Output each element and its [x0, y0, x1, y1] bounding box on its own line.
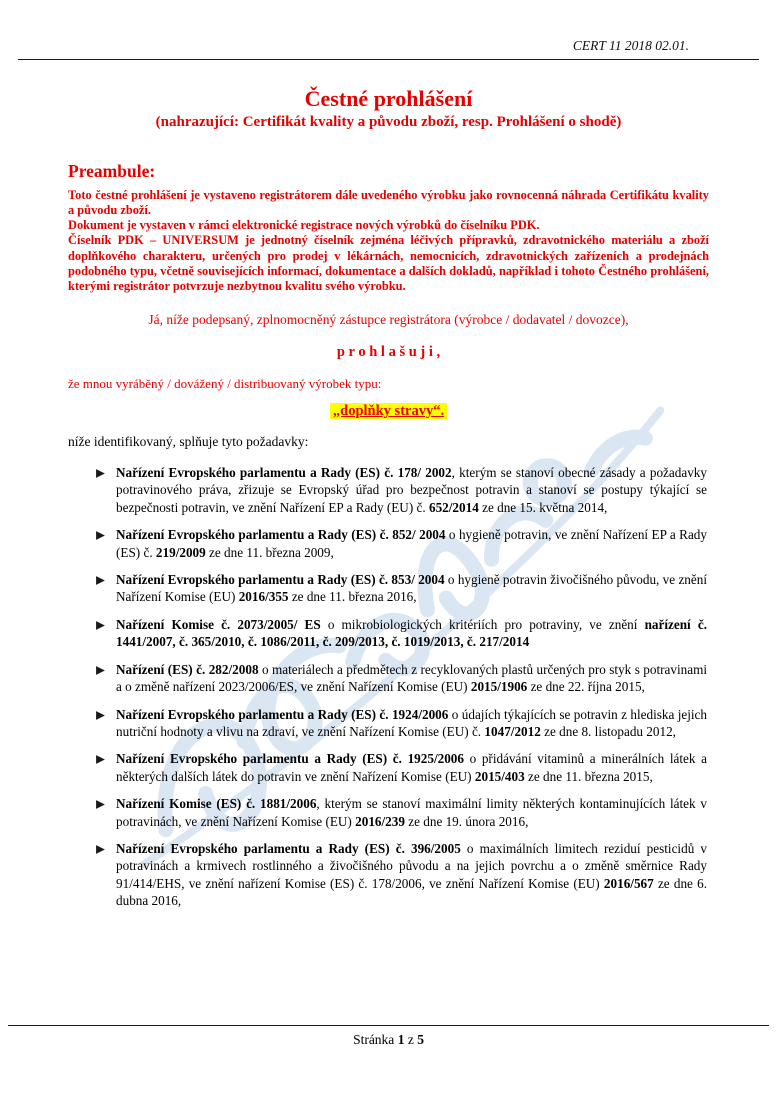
preamble-paragraph: Dokument je vystaven v rámci elektronické registrace nových výrobků do číselníku PDK. [68, 218, 540, 233]
requirement-item [116, 464, 707, 516]
arrow-bullet-icon [95, 844, 106, 855]
product-line: že mnou vyráběný / dovážený / distribuovaný výrobek typu: [68, 375, 382, 391]
requirement-item [116, 616, 707, 651]
arrow-bullet-icon [95, 754, 106, 765]
document-body [0, 161, 777, 910]
arrow-bullet-icon [95, 799, 106, 810]
declaration-verb: p r o h l a š u j i , [336, 343, 441, 360]
arrow-bullet-icon [95, 575, 106, 586]
requirement-text: Nařízení (ES) č. 282/2008 o materiálech a předmětech z recyklovaných plastů určených pro styk s potravinami a o změně nařízení 2023/2006/ES, ve znění Nařízení Komise (EU) 2015/1906 ze dne 22. října 2015, [116, 661, 707, 695]
arrow-bullet-icon [95, 665, 106, 676]
page-number: Stránka 1 z 5 [353, 1032, 424, 1047]
requirements-intro: níže identifikovaný, splňuje tyto požadavky: [68, 433, 309, 449]
preamble-paragraph: Číselník PDK – UNIVERSUM je jednotný číselník zejména léčivých přípravků, zdravotnického materiálu a zboží doplňkového charakteru, určených pro prodej v lékárnách, nemocnicích, zdravotnických zařízeních a prodejnách podobného typu, včetně souvisejících informací, dokumentace a dalších dokladů, například i tohoto Čestného prohlášení, kterými registrátor potvrzuje nezbytnou kvalitu svého výrobku. [68, 233, 709, 293]
arrow-bullet-icon [95, 620, 106, 631]
requirement-item [116, 526, 707, 561]
requirement-item [116, 706, 707, 741]
requirement-text: Nařízení Komise č. 2073/2005/ ES o mikrobiologických kritériích pro potraviny, ve znění nařízení č. 1441/2007, č. 365/2010, č. 1086/2011, č. 209/2013, č. 1019/2013, č. 217/2014 [116, 616, 707, 650]
requirement-item [116, 750, 707, 785]
requirement-item [116, 661, 707, 696]
requirement-text: Nařízení Evropského parlamentu a Rady (ES) č. 1925/2006 o přidávání vitaminů a minerálních látek a některých dalších látek do potravin ve znění Nařízení Komise (EU) 2015/403 ze dne 11. března 2015, [116, 751, 707, 784]
requirement-item [116, 795, 707, 830]
requirement-text: Nařízení Komise (ES) č. 1881/2006, kterým se stanoví maximální limity některých kontaminujících látek v potravinách, ve znění Nařízení Komise (EU) 2016/239 ze dne 19. února 2016, [116, 796, 707, 829]
document-subtitle: (nahrazující: Certifikát kvality a původu zboží, resp. Prohlášení o shodě) [155, 114, 622, 130]
requirement-item [116, 840, 707, 910]
requirement-text: Nařízení Evropského parlamentu a Rady (ES) č. 852/ 2004 o hygieně potravin, ve znění Nařízení EP a Rady (ES) č. 219/2009 ze dne 11. března 2009, [116, 527, 707, 560]
arrow-bullet-icon [95, 710, 106, 721]
page-footer [8, 1025, 769, 1048]
product-type-highlight: „doplňky stravy“. [330, 403, 447, 419]
requirement-item [116, 571, 707, 606]
requirement-text: Nařízení Evropského parlamentu a Rady (ES) č. 853/ 2004 o hygieně potravin živočišného původu, ve znění Nařízení Komise (EU) 2016/355 ze dne 11. března 2016, [116, 571, 708, 605]
preamble-heading: Preambule: [68, 161, 156, 181]
header-divider [18, 59, 759, 60]
arrow-bullet-icon [95, 530, 106, 541]
document-title: Čestné prohlášení [304, 86, 473, 111]
arrow-bullet-icon [95, 468, 106, 479]
declaration-intro: Já, níže podepsaný, zplnomocněný zástupce registrátora (výrobce / dodavatel / dovozce), [148, 311, 629, 327]
page-header [0, 0, 777, 60]
footer-divider [8, 1025, 769, 1026]
requirement-text: Nařízení Evropského parlamentu a Rady (ES) č. 178/ 2002, kterým se stanoví obecné zásady a požadavky potravinového práva, zřizuje se Evropský úřad pro bezpečnost potravin a stanoví se postupy týkající se bezpečnosti potravin, ve znění Nařízení EP a Rady (EU) č. 652/2014 ze dne 15. května 2014, [116, 464, 707, 515]
requirement-text: Nařízení Evropského parlamentu a Rady (ES) č. 1924/2006 o údajích týkajících se potravin z hlediska jejich nutriční hodnoty a vlivu na zdraví, ve znění Nařízení Komise (EU) č. 1047/2012 ze dne 8. listopadu 2012, [116, 706, 707, 739]
requirement-text: Nařízení Evropského parlamentu a Rady (ES) č. 396/2005 o maximálních limitech reziduí pesticidů v potravinách a krmivech rostlinného a živočišného původu a na jejich povrchu a o změně směrnice Rady 91/414/EHS, ve znění nařízení Komise (ES) č. 178/2006, ve znění Nařízení Komise (EU) 2016/567 ze dne 6. dubna 2016, [116, 841, 708, 909]
product-type-row [68, 402, 709, 420]
requirements-list [68, 464, 709, 910]
preamble-paragraph: Toto čestné prohlášení je vystaveno registrátorem dále uvedeného výrobku jako rovnocenná náhrada Certifikátu kvality a původu zboží. [68, 188, 709, 218]
document-code: CERT 11 2018 02.01. [572, 38, 689, 53]
